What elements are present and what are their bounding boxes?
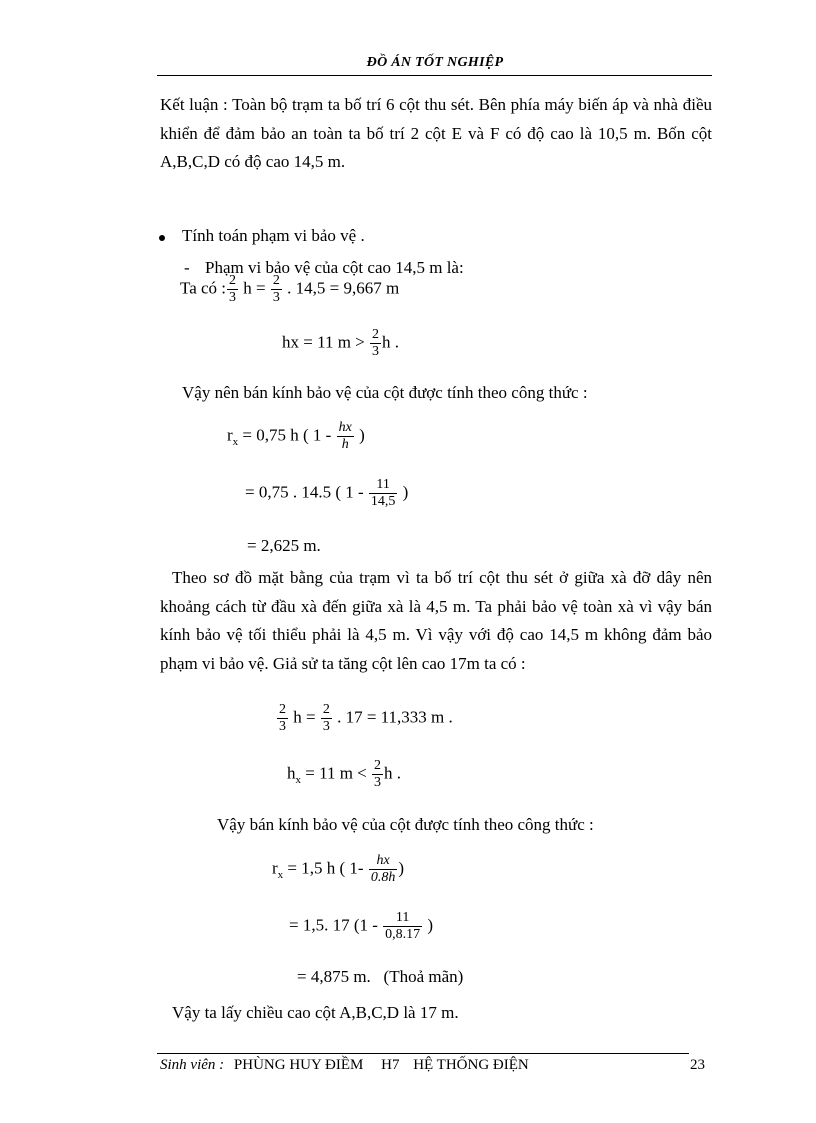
eq3-suffix: ) [359,425,365,445]
dash-text: Phạm vi bảo vệ của cột cao 14,5 m là: [205,258,464,277]
eq7-prefix: h [287,763,296,783]
footer-class: H7 [381,1057,400,1073]
fraction: $\frac{2}{3}$ [372,327,380,360]
fraction: $\frac{2}{3}$ [272,273,280,306]
equation-8 [272,853,404,886]
eq2-prefix: hx = 11 m > [282,332,365,352]
conclusion-paragraph: Kết luận : Toàn bộ trạm ta bố trí 6 cột thu sét. Bên phía máy biến áp và nhà điều khiển để đảm bảo an toàn ta bố trí 2 cột E và F có độ cao là 10,5 m. Bốn cột A,B,C,D có độ cao 14,5 m. [160,95,712,172]
eq9-prefix: = 1,5. 17 (1 - [289,915,378,935]
fraction: $\frac{11}{0,8.17}$ [385,910,421,943]
eq4-suffix: ) [402,482,409,502]
fraction: $\frac{2}{3}$ [374,758,382,791]
eq2-suffix: h . [382,332,400,352]
eq7-mid: = 11 m < [305,763,367,783]
equation-10: = 4,875 m. (Thoả mãn) [297,967,464,986]
footer-dept: HỆ THỐNG ĐIỆN [413,1057,529,1073]
body-paragraph-2: Theo sơ đồ mặt bằng của trạm vì ta bố trí cột thu sét ở giữa xà đỡ dây nên khoảng cách từ đầu xà đến giữa xà là 4,5 m. Ta phải bảo vệ toàn xà vì vậy bán kính bảo vệ tối thiểu phải là 4,5 m. Vì vậy với độ cao 14,5 m không đảm bảo phạm vi bảo vệ. Giả sử ta tăng cột lên cao 17m ta có : [160,568,712,673]
fraction: $\frac{2}{3}$ [229,273,237,306]
eq7-sub: x [295,773,301,786]
eq3-prefix: r [227,425,233,445]
fraction: $\frac{2}{3}$ [322,702,330,735]
eq1-mid: h = [243,278,266,298]
equation-1 [180,273,399,306]
equation-7 [287,758,401,791]
eq6-suffix: . 17 = 11,333 m . [337,707,453,727]
bullet-icon [159,235,165,241]
eq3-mid: = 0,75 h ( 1 - [242,425,332,445]
eq8-sub: x [277,868,284,881]
footer-label: Sinh viên : [160,1057,225,1073]
final-conclusion: Vậy ta lấy chiều cao cột A,B,C,D là 17 m. [172,1003,459,1022]
equation-2 [282,327,399,360]
equation-3 [227,420,365,453]
eq8-suffix: ) [398,858,405,878]
footer-rule [157,1053,689,1054]
page-header-title: ĐỒ ÁN TỐT NGHIỆP [366,55,504,70]
eq3-sub: x [232,435,239,448]
formula-intro-2: Vậy bán kính bảo vệ của cột được tính theo công thức : [217,815,594,834]
footer-student-name: PHÙNG HUY ĐIỀM [233,1057,364,1073]
eq8-prefix: r [272,858,278,878]
bullet-text: Tính toán phạm vi bảo vệ . [182,226,365,245]
fraction: $\frac{hx}{0.8h}$ [370,853,396,886]
page-number: 23 [690,1057,705,1073]
equation-4 [245,477,408,510]
fraction: $\frac{hx}{h}$ [338,420,352,453]
equation-5: = 2,625 m. [247,536,321,555]
fraction: $\frac{2}{3}$ [279,702,286,735]
header-rule [157,75,712,76]
formula-intro-1: Vậy nên bán kính bảo vệ của cột được tính theo công thức : [182,383,588,402]
eq9-suffix: ) [427,915,434,935]
equation-6 [276,702,453,735]
equation-9 [289,910,433,943]
eq1-prefix: Ta có : [180,278,227,298]
eq1-suffix: . 14,5 = 9,667 m [287,278,400,298]
fraction: $\frac{11}{14,5}$ [370,477,396,510]
dash-mark: - [184,258,190,277]
eq4-prefix: = 0,75 . 14.5 ( 1 - [245,482,364,502]
page-footer [160,1057,529,1074]
eq8-mid: = 1,5 h ( 1- [287,858,364,878]
eq6-mid: h = [293,707,316,727]
eq7-suffix: h . [384,763,402,783]
